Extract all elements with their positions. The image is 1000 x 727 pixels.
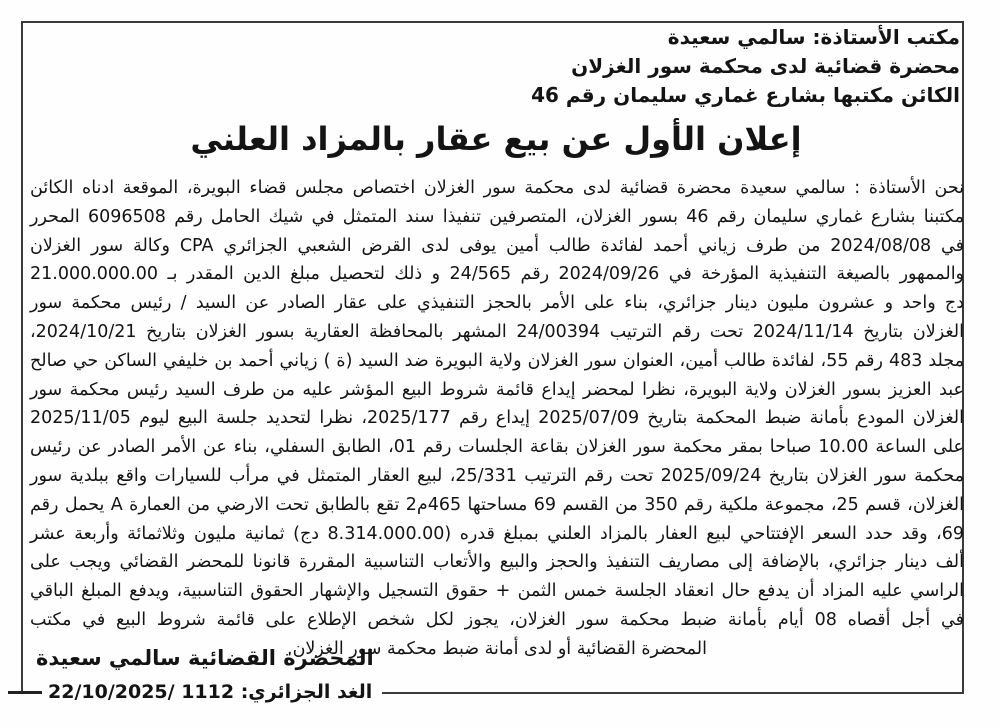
body-line: الغزلان، قسم 25، مجموعة ملكية رقم 350 من القسم 69 مساحتها 465م2 تقع بالطابق تحت الارضي من العمارة A يحمل رقم (30, 494, 964, 515)
body-line: الراسي عليه المزاد أن يدفع حال انعقاد الجلسة خمس الثمن + حقوق التسجيل والإشهار الحقوق التناسبية، ويدفع المبلغ الباقي (30, 581, 964, 602)
body-line: 69، وقد حدد السعر الإفتتاحي لبيع العفار بالمزاد العلني بمبلغ قدره (8.314.000.00 دج) ثمانية مليون وثلاثمائة وأربعة عشر (30, 523, 964, 544)
body-line: الغزلان بتاريخ 2024/11/14 تحت رقم الترتيب 24/00394 المشهر بالمحافظة العقارية بسور الغزلان بتاريخ 2024/10/21، (30, 321, 965, 342)
body-line: على الساعة 10.00 صباحا بمقر محكمة سور الغزلان بقاعة الجلسات رقم 01، الطابق السفلي، بناء عن الأمر الصادر عن رئيس (30, 437, 964, 458)
body-line: مكتبنا بشارع غماري سليمان رقم 46 بسور الغزلان، المتصرفين تنفيذا سند المتمثل في شيك الحامل رقم 6096508 المحرر (30, 206, 965, 227)
closing-line: المحضرة القضائية أو لدى أمانة ضبط محكمة سور الغزلان. (287, 638, 707, 659)
office-header-line: مكتب الأستاذة: سالمي سعيدة (667, 25, 960, 49)
body-line: في أجل أقصاه 08 أيام بأمانة ضبط محكمة سور الغزلان، يجوز لكل شخص الإطلاع على قائمة شروط البيع في مكتب (30, 609, 965, 630)
office-header (531, 23, 960, 110)
footer-dash (8, 691, 42, 694)
body-line: نحن الأستاذة : سالمي سعيدة محضرة قضائية لدى محكمة سور الغزلان اختصاص مجلس قضاء البويرة، الموقعة ادناه الكائن (30, 178, 964, 198)
body-line: الغزلان المودع بأمانة ضبط المحكمة بتاريخ 2025/07/09 إيداع رقم 2025/177، نظرا لتحديد جلسة البيع ليوم 2025/11/05 (30, 408, 964, 429)
notice-title: إعلان الأول عن بيع عقار بالمزاد العلني (190, 120, 802, 158)
notice-body (30, 174, 964, 664)
body-line: عبد العزيز بسور الغزلان ولاية البويرة، نظرا لمحضر إيداع قائمة شروط البيع المؤشر عليه من طرف السيد رئيس محكمة سور (30, 379, 964, 400)
footer-reference: الغد الجزائري: 1112 /22/10/2025 (42, 676, 382, 708)
body-line: والممهور بالصيغة التنفيذية المؤرخة في 2024/09/26 رقم 24/565 و ذلك لتحصيل مبلغ الدين المقدر بـ 21.000.000.00 (30, 264, 965, 285)
body-line: مجلد 483 رقم 55، لفائدة طالب أمين، العنوان سور الغزلان ولاية البويرة ضد السيد (ة ) زياني أحمد بن خليفي الساكن حي صالح (30, 350, 965, 371)
body-line: محكمة سور الغزلان بتاريخ 2025/09/24 تحت رقم الترتيب 25/331، لبيع العقار المتمثل في مرأب للسيارات واقع ببلدية سور (30, 465, 965, 486)
body-line: دج واحد و عشرون مليون دينار جزائري، بناء على الأمر بالحجز التنفيذي على عقار الصادر عن السيد / رئيس محكمة سور (30, 293, 964, 314)
office-header-line: محضرة قضائية لدى محكمة سور الغزلان (571, 54, 960, 78)
body-line: ألف دينار جزائري، بالإضافة إلى مصاريف التنفيذ والحجز والبيع والأتعاب التناسبية المقررة قانونا للمحضر القضائي ويجب على (30, 552, 964, 573)
office-header-line: الكائن مكتبها بشارع غماري سليمان رقم 46 (531, 83, 960, 107)
newspaper-footer (8, 676, 382, 708)
bailiff-signature: المحضرة القضائية سالمي سعيدة (36, 646, 374, 670)
body-line: في 2024/08/08 من طرف زياني أحمد لفائدة طالب أمين يوفى لدى القرض الشعبي الجزائري CPA وكالة سور الغزلان (30, 235, 965, 256)
